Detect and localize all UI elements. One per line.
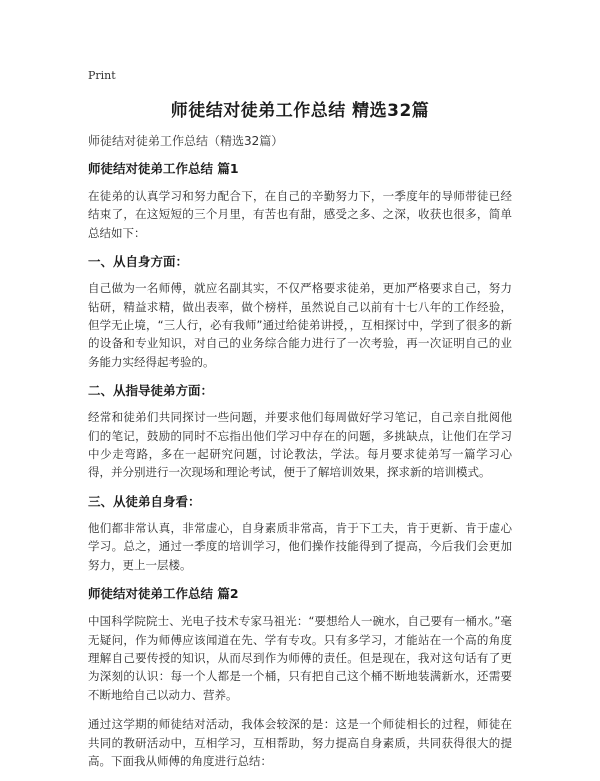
page-title: 师徒结对徒弟工作总结 精选32篇: [170, 101, 430, 121]
article-1-intro: 在徒弟的认真学习和努力配合下，在自己的辛勤努力下，一季度年的导师带徒已经结束了，在这短短的三个月里，有苦也有甜，感受之多、之深，收获也很多，简单总结如下：: [88, 189, 512, 240]
article-2-paragraph-2: 通过这学期的师徒结对活动，我体会较深的是：这是一个师徒相长的过程，师徒在共同的教研活动中，互相学习，互相帮助，努力提高自身素质，共同获得很大的提高。下面我从师傅的角度进行总结：: [88, 717, 512, 768]
section-2-text: 经常和徒弟们共同探讨一些问题，并要求他们每周做好学习笔记，自己亲自批阅他们的笔记，鼓励的同时不忘指出他们学习中存在的问题，多挑缺点，让他们在学习中少走弯路，多在一起研究问题，讨论教法，学法。每月要求徒弟写一篇学习心得，并分别进行一次现场和理论考试，便于了解培训效果，探求新的培训模式。: [88, 410, 512, 480]
document-subtitle: 师徒结对徒弟工作总结（精选32篇）: [88, 134, 284, 148]
article-2-heading: 师徒结对徒弟工作总结 篇2: [88, 586, 239, 602]
article-1-heading: 师徒结对徒弟工作总结 篇1: [88, 161, 239, 176]
section-3-text: 他们都非常认真，非常虚心，自身素质非常高，肯于下工夫，肯于更新、肯于虚心学习。总之，通过一季度的培训学习，他们操作技能得到了提高，今后我们会更加努力，更上一层楼。: [88, 520, 512, 572]
section-1-text: 自己做为一名师傅，就应名副其实，不仅严格要求徒弟，更加严格要求自己，努力钻研，精益求精，做出表率，做个榜样，虽然说自己以前有十七八年的工作经验，但学无止境，“三人行，必有我师”通过给徒弟讲授，，互相探讨中，学到了很多的新的设备和专业知识，对自己的业务综合能力进行了一次考验，再一次证明自己的业务能力实经得起考验的。: [88, 281, 512, 369]
article-2-paragraph-1: 中国科学院院士、光电子技术专家马祖光：“要想给人一碗水，自己要有一桶水。”毫无疑问，作为师傅应该闻道在先、学有专攻。只有多学习，才能站在一个高的角度理解自己要传授的知识，从而尽到作为师傅的责任。但是现在，我对这句话有了更为深刻的认识：每一个人都是一个桶，只有把自己这个桶不断地装满新水，还需要不断地给自己以动力、营养。: [88, 614, 512, 702]
print-label[interactable]: Print: [88, 69, 116, 82]
section-2-heading: 二、从指导徒弟方面：: [88, 383, 214, 399]
section-3-heading: 三、从徒弟自身看：: [88, 493, 201, 509]
document-body: [88, 132, 512, 781]
section-1-heading: 一、从自身方面：: [88, 254, 189, 270]
